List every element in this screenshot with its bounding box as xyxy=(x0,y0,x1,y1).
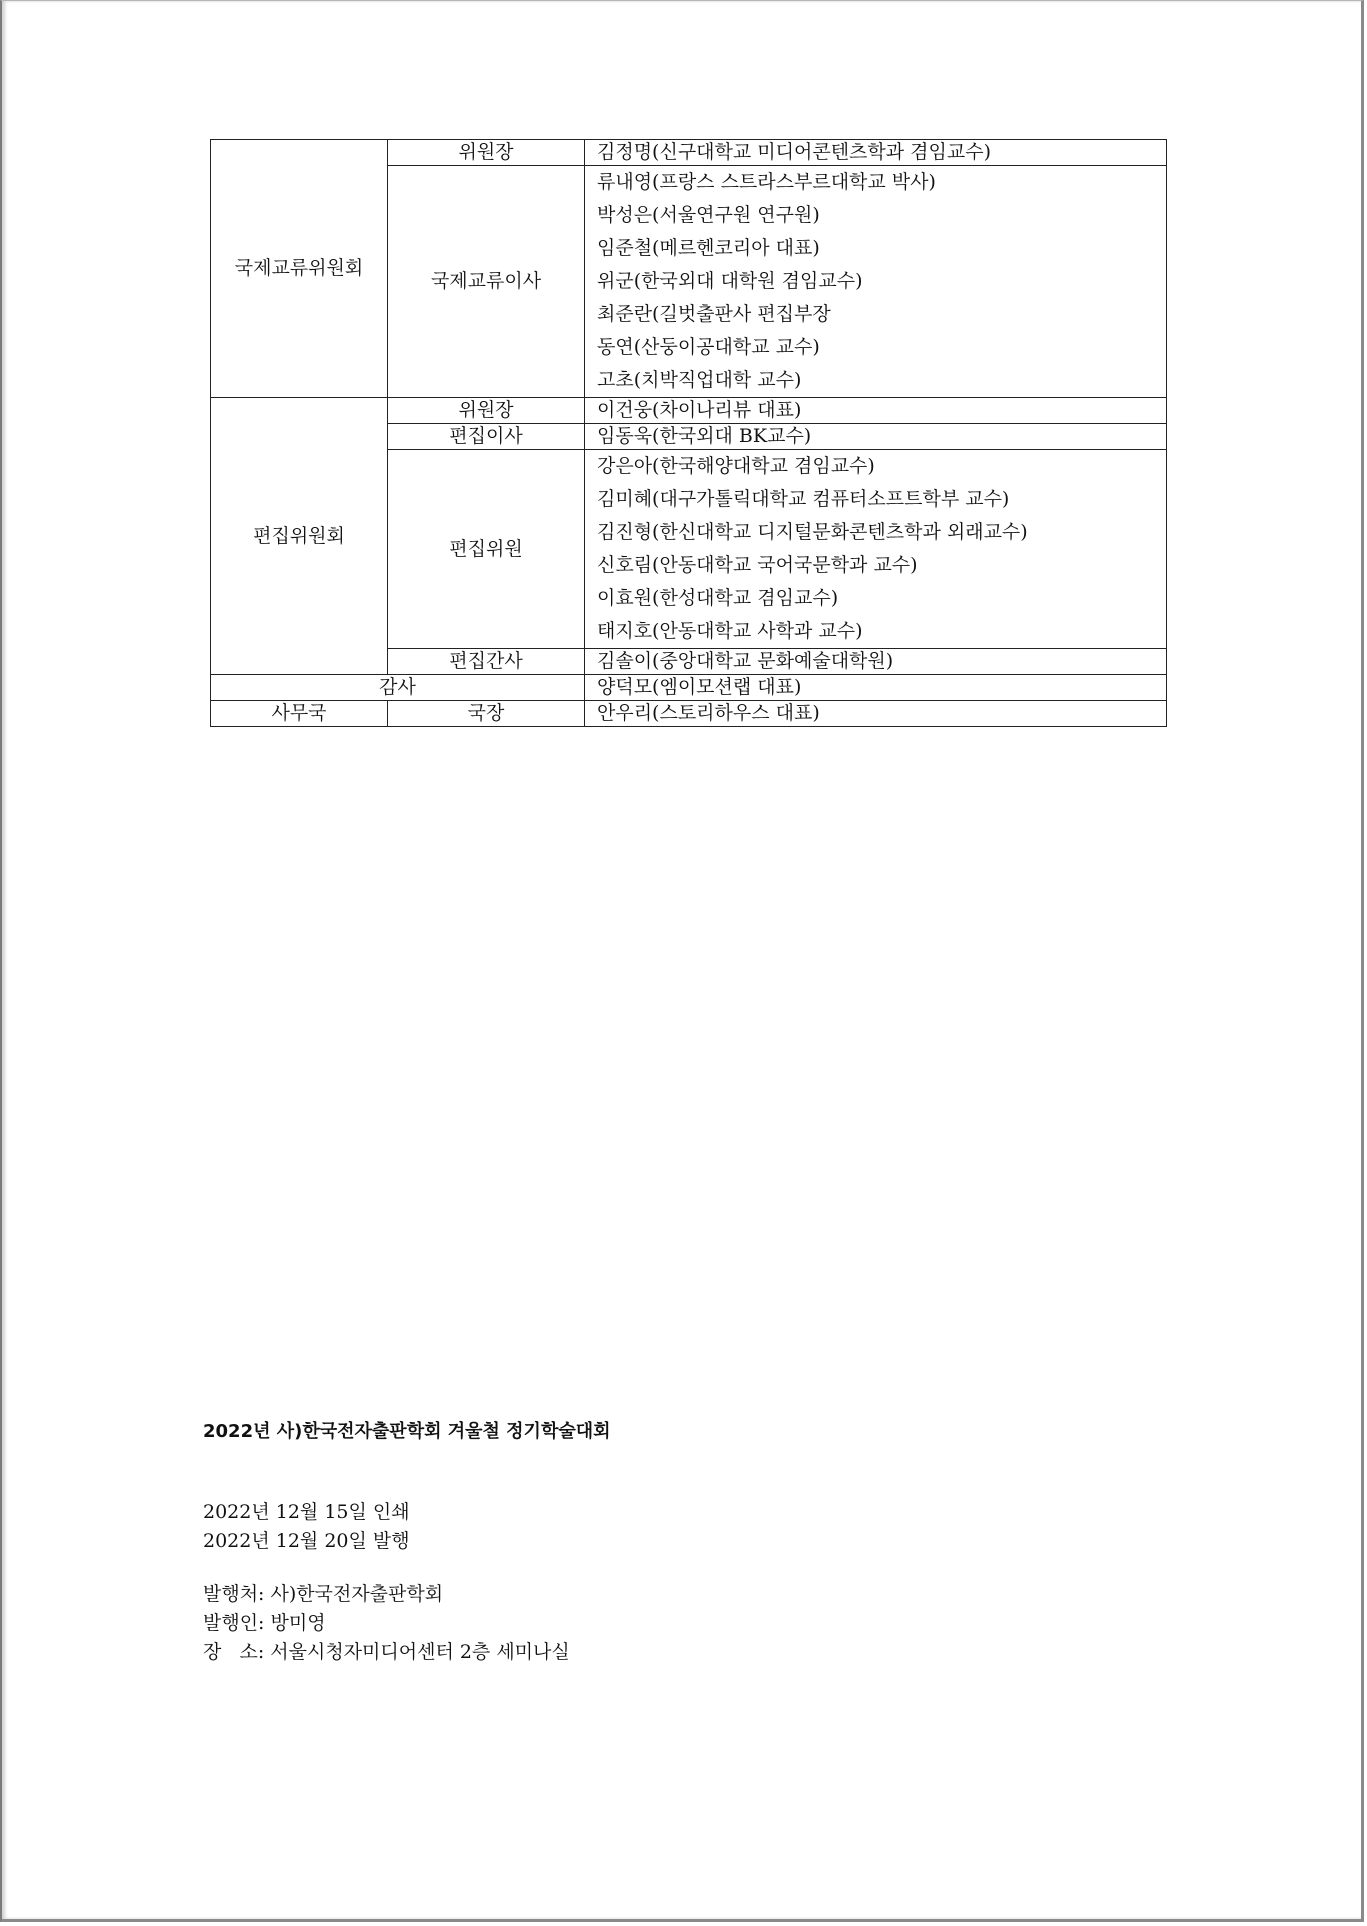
committee-edit: 편집위원회 xyxy=(211,398,388,675)
list-item: 동연(산둥이공대학교 교수) xyxy=(597,336,820,358)
name-edit-director: 임동욱(한국외대 BK교수) xyxy=(585,424,1167,450)
name-audit: 양덕모(엠이모션랩 대표) xyxy=(585,675,1167,701)
name-edit-chair: 이건웅(차이나리뷰 대표) xyxy=(585,398,1167,424)
role-edit-members: 편집위원 xyxy=(388,450,585,649)
list-item: 신호림(안동대학교 국어국문학과 교수) xyxy=(597,554,918,576)
issuer: 발행인: 방미영 xyxy=(203,1612,326,1634)
list-item: 김미혜(대구가톨릭대학교 컴퓨터소프트학부 교수) xyxy=(597,488,1010,510)
list-item: 강은아(한국해양대학교 겸임교수) xyxy=(597,455,875,477)
role-edit-chair: 위원장 xyxy=(388,398,585,424)
role-intl-directors: 국제교류이사 xyxy=(388,166,585,398)
role-office-head: 국장 xyxy=(388,701,585,727)
table-row xyxy=(211,675,1167,701)
role-edit-director: 편집이사 xyxy=(388,424,585,450)
list-item: 류내영(프랑스 스트라스부르대학교 박사) xyxy=(597,171,936,193)
list-item: 이효원(한성대학교 겸임교수) xyxy=(597,587,839,609)
name-intl-chair: 김정명(신구대학교 미디어콘텐츠학과 겸임교수) xyxy=(585,140,1167,166)
role-audit: 감사 xyxy=(211,675,585,701)
conference-title: 2022년 사)한국전자출판학회 겨울철 정기학술대회 xyxy=(203,1421,611,1442)
names-edit-members xyxy=(585,450,1167,649)
print-date: 2022년 12월 15일 인쇄 xyxy=(203,1501,410,1523)
list-item: 고초(치박직업대학 교수) xyxy=(597,369,802,391)
table-row xyxy=(211,398,1167,424)
list-item: 최준란(길벗출판사 편집부장 xyxy=(597,303,831,325)
list-item: 김진형(한신대학교 디지털문화콘텐츠학과 외래교수) xyxy=(597,521,1028,543)
names-intl-directors xyxy=(585,166,1167,398)
name-office-head: 안우리(스토리하우스 대표) xyxy=(585,701,1167,727)
list-item: 위군(한국외대 대학원 겸임교수) xyxy=(597,270,863,292)
role-edit-secretary: 편집간사 xyxy=(388,649,585,675)
table-row xyxy=(211,701,1167,727)
publisher: 발행처: 사)한국전자출판학회 xyxy=(203,1583,444,1605)
colophon xyxy=(203,1418,611,1667)
name-edit-secretary: 김솔이(중앙대학교 문화예술대학원) xyxy=(585,649,1167,675)
committee-intl: 국제교류위원회 xyxy=(211,140,388,398)
list-item: 태지호(안동대학교 사학과 교수) xyxy=(597,620,863,642)
publication-info xyxy=(203,1580,611,1667)
committee-office: 사무국 xyxy=(211,701,388,727)
role-intl-chair: 위원장 xyxy=(388,140,585,166)
list-item: 박성은(서울연구원 연구원) xyxy=(597,204,820,226)
publication-dates xyxy=(203,1498,611,1556)
committee-table xyxy=(210,139,1167,727)
venue: 장 소: 서울시청자미디어센터 2층 세미나실 xyxy=(203,1641,570,1663)
table-row xyxy=(211,140,1167,166)
list-item: 임준철(메르헨코리아 대표) xyxy=(597,237,820,259)
issue-date: 2022년 12월 20일 발행 xyxy=(203,1530,410,1552)
